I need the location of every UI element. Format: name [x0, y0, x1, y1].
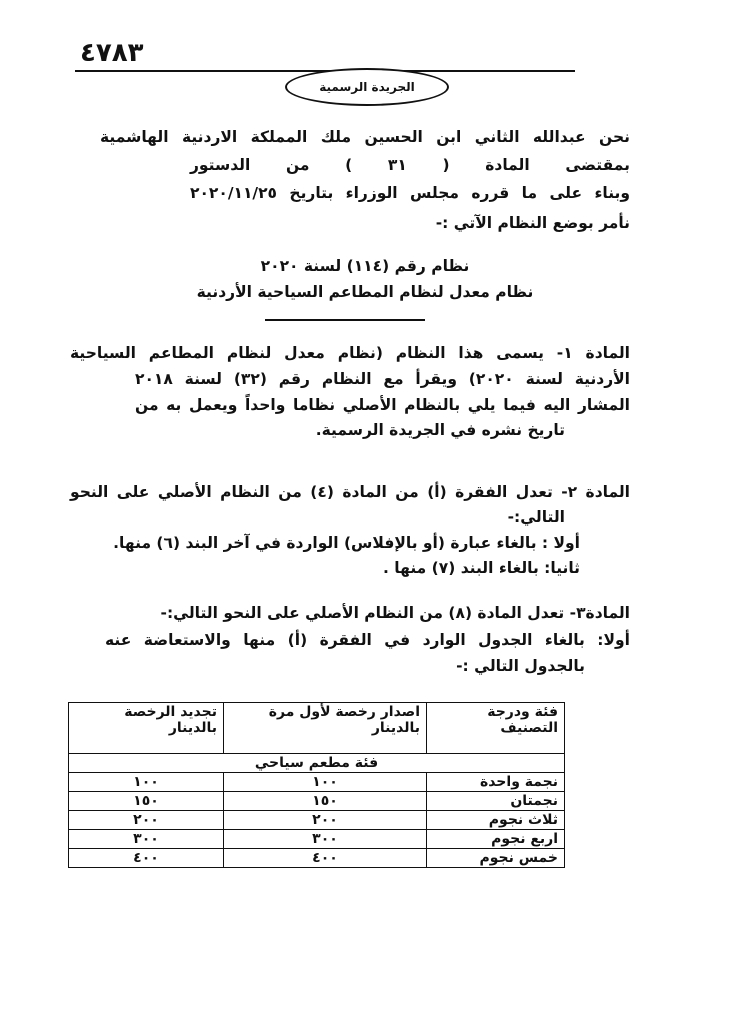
first-issue-cell: ١٥٠	[224, 792, 427, 811]
article-3-line-3: بالجدول التالي :-	[456, 657, 585, 675]
column-header-category: فئة ودرجة التصنيف	[427, 703, 565, 754]
first-issue-cell: ١٠٠	[224, 773, 427, 792]
regulation-title: نظام معدل لنظام المطاعم السياحية الأردنية	[196, 283, 534, 301]
group-label: فئة مطعم سياحي	[69, 754, 565, 773]
table-row	[69, 792, 565, 811]
table-group-row	[69, 754, 565, 773]
category-cell: اربع نجوم	[427, 830, 565, 849]
page-number: ٤٧٨٣	[80, 38, 144, 68]
first-issue-cell: ٤٠٠	[224, 849, 427, 868]
title-underline	[265, 319, 425, 321]
renewal-cell: ٢٠٠	[69, 811, 224, 830]
article-2-line-1: المادة ٢- تعدل الفقرة (أ) من المادة (٤) من النظام الأصلي على النحو	[70, 483, 630, 501]
regulation-number: نظام رقم (١١٤) لسنة ٢٠٢٠	[260, 257, 470, 275]
license-fee-table	[68, 702, 565, 868]
table-row	[69, 849, 565, 868]
renewal-cell: ٣٠٠	[69, 830, 224, 849]
table-row	[69, 773, 565, 792]
gazette-name-oval: الجريدة الرسمية	[285, 68, 449, 106]
article-2-line-2: التالي:-	[507, 508, 565, 526]
preamble-line-1: نحن عبدالله الثاني ابن الحسين ملك المملكة الاردنية الهاشمية	[100, 128, 630, 146]
article-3-line-1: المادة٣- تعدل المادة (٨) من النظام الأصلي على النحو التالي:-	[160, 604, 630, 622]
article-1-line-3: المشار اليه فيما يلي بالنظام الأصلي نظاما واحداً ويعمل به من	[135, 396, 630, 414]
table-row	[69, 830, 565, 849]
table-row	[69, 811, 565, 830]
preamble-line-3: وبناء على ما قرره مجلس الوزراء بتاريخ ٢٠٢٠/١١/٢٥	[190, 184, 630, 202]
column-header-first-issue: اصدار رخصة لأول مرة بالدينار	[224, 703, 427, 754]
article-3-line-2: أولا: بالغاء الجدول الوارد في الفقرة (أ) منها والاستعاضة عنه	[105, 631, 630, 649]
column-header-renewal: تجديد الرخصة بالدينار	[69, 703, 224, 754]
category-cell: نجمتان	[427, 792, 565, 811]
table-header-row	[69, 703, 565, 754]
renewal-cell: ٤٠٠	[69, 849, 224, 868]
article-1-line-1: المادة ١- يسمى هذا النظام (نظام معدل لنظام المطاعم السياحية	[70, 344, 630, 362]
article-1-line-2: الأردنية لسنة ٢٠٢٠) ويقرأ مع النظام رقم (٣٢) لسنة ٢٠١٨	[135, 370, 630, 388]
first-issue-cell: ٢٠٠	[224, 811, 427, 830]
category-cell: نجمة واحدة	[427, 773, 565, 792]
category-cell: ثلاث نجوم	[427, 811, 565, 830]
article-2-line-3: أولا : بالغاء عبارة (أو بالإفلاس) الواردة في آخر البند (٦) منها.	[113, 534, 580, 552]
category-cell: خمس نجوم	[427, 849, 565, 868]
renewal-cell: ١٥٠	[69, 792, 224, 811]
preamble-line-4: نأمر بوضع النظام الآتي :-	[435, 214, 630, 232]
article-2-line-4: ثانيا: بالغاء البند (٧) منها .	[383, 559, 580, 577]
article-1-line-4: تاريخ نشره في الجريدة الرسمية.	[315, 421, 565, 439]
first-issue-cell: ٣٠٠	[224, 830, 427, 849]
renewal-cell: ١٠٠	[69, 773, 224, 792]
preamble-line-2: بمقتضى المادة ( ٣١ ) من الدستور	[190, 156, 630, 174]
